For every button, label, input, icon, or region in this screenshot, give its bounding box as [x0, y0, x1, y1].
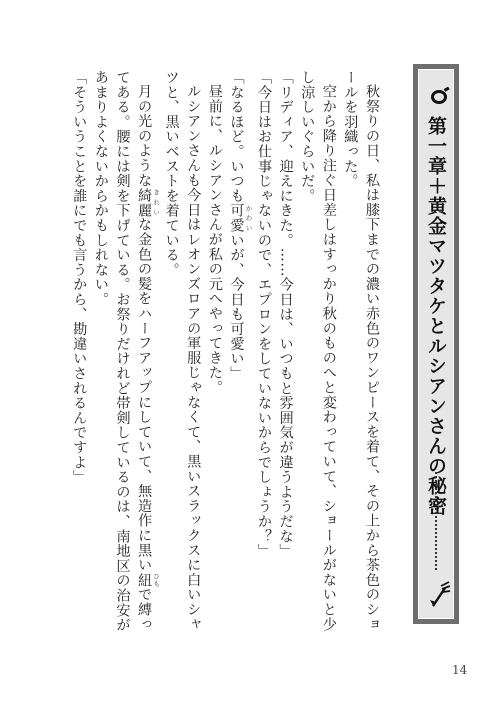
chapter-title-leader-dots — [435, 472, 439, 570]
ruby-kirei: 綺麗 きれい — [136, 187, 161, 218]
paragraph-7: ルシアンさんも今日はレオンズロアの軍服じゃなくて、黒いスラックスに白いシャツと、黒いベストを着ている。 — [163, 70, 202, 632]
chapter-header-inner — [418, 69, 454, 619]
chapter-title: 第一章＋黄金マツタケとルシアンさんの秘密 — [425, 116, 447, 516]
body-text — [71, 70, 382, 642]
chapter-header-bar — [413, 64, 459, 624]
paragraph-1: 秋祭りの日、私は膝下までの濃い赤色のワンピースを着て、その上から茶色のショールを羽織った。 — [342, 70, 380, 632]
p8-part-a: 月の光のような — [136, 84, 153, 188]
paragraph-3: 「リディア、迎えにきた。……今日は、いつもと雰囲気が違うようだな」 — [277, 70, 294, 559]
paragraph-9: 「そういうことを誰にでも言うから、勘違いされるんですよ」 — [71, 70, 88, 485]
paragraph-2: 空から降り注ぐ日差しはすっかり秋のものへと変わっていて、ショールがないと少し涼しいぐらいだ。 — [299, 70, 337, 632]
p8-part-c: で縛ってある。腰には剣を下げている。お祭りだけれど帯剣しているのは、南地区の治安があまりよくないからかもしれない。 — [92, 70, 153, 633]
ruby-himo: 紐 ひも — [136, 572, 161, 588]
paragraph-8 — [89, 70, 160, 642]
fork-icon — [427, 580, 451, 608]
paragraph-5 — [225, 70, 253, 642]
paragraph-4: 「今日はお仕事じゃないので、エプロンをしていないからでしょうか？」 — [256, 70, 273, 559]
paragraph-6: 昼前に、ルシアンさんが私の元へやってきた。 — [206, 84, 223, 395]
p5-part-a: 「なるほど。いつも — [228, 70, 245, 204]
ruby-kawai: 可愛 かわい — [228, 203, 253, 233]
p5-part-b: いが、今日も可愛い」 — [228, 232, 245, 381]
page-number: 14 — [452, 663, 468, 677]
pot-icon — [427, 84, 451, 106]
p8-part-b: な金色の髪をハーフアップにしていて、無造作に黒い — [136, 217, 153, 573]
